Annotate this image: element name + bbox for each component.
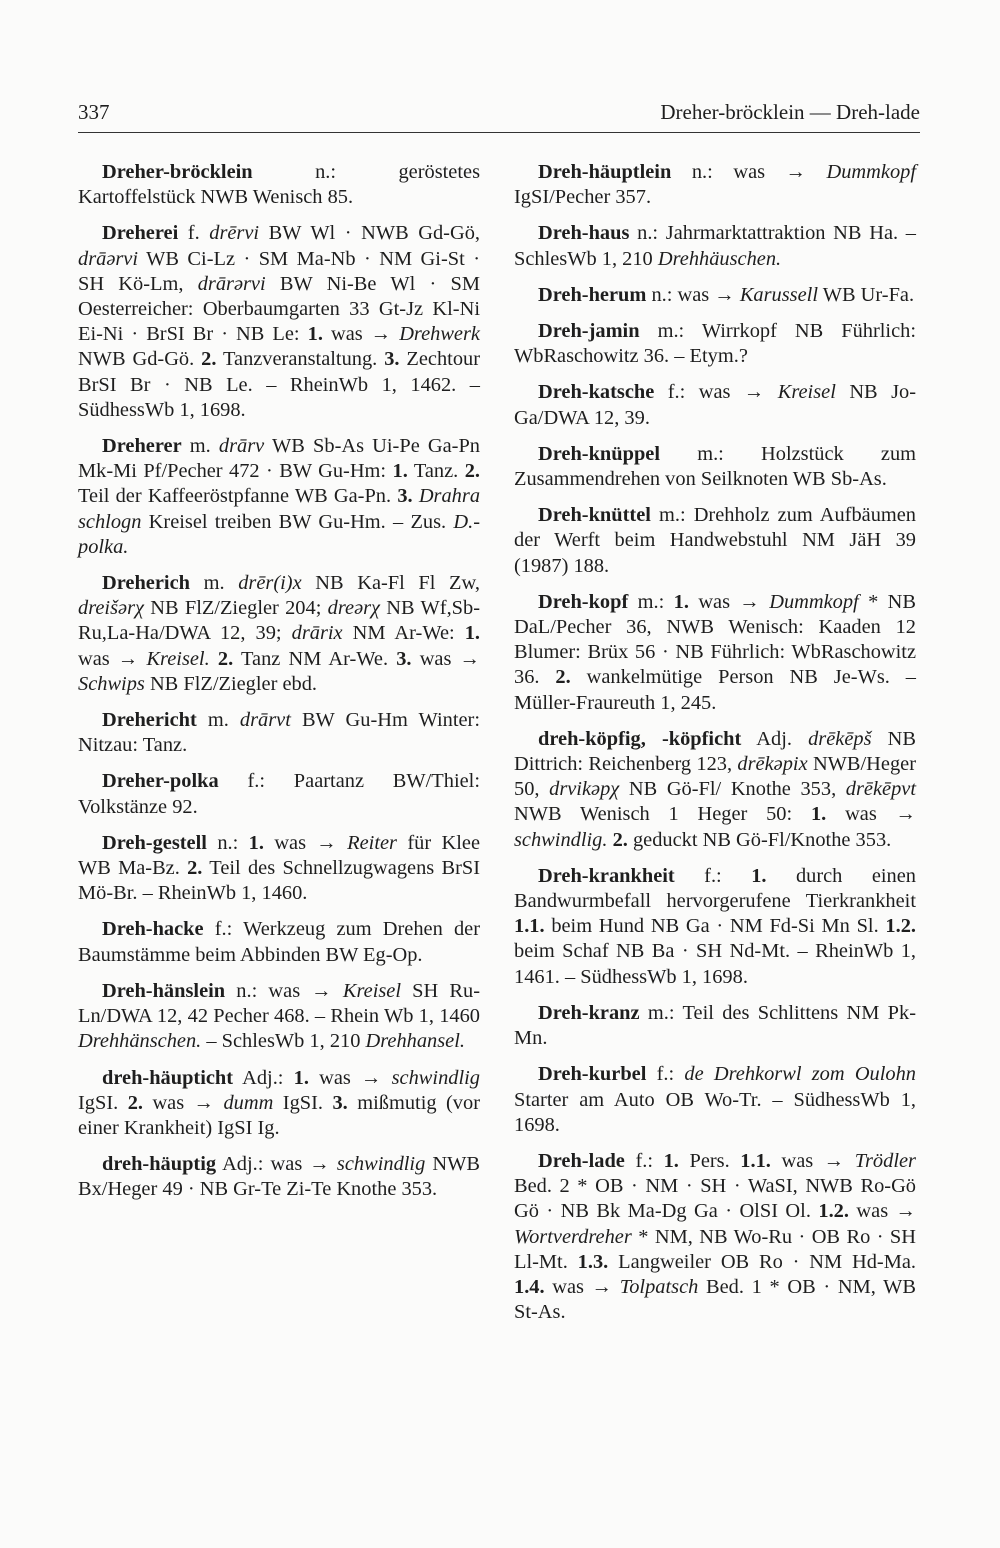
entry-text: n.: geröstetes Kartoffelstück NWB Wenisch 85. [78, 161, 480, 209]
entry-text: 1. [307, 323, 323, 346]
entry-headword: Dreher-polka [102, 770, 219, 793]
entry-text: 1. [751, 864, 767, 887]
entry-text: Drehwerk [399, 323, 480, 346]
entry-text: NB Ka-Fl Fl Zw, [301, 572, 481, 595]
entry-text: Reiter [347, 831, 397, 854]
entry-text: Starter am Auto OB Wo-Tr. – SüdhessWb 1, 1698. [514, 1088, 916, 1136]
entry-text: 1. [248, 831, 264, 854]
entry-text: 1.1. [740, 1149, 771, 1172]
entry-text: Dummkopf [769, 590, 859, 613]
entry-text: mißmutig (vor einer Krankheit) IgSI Ig. [78, 1091, 480, 1139]
dictionary-entry [514, 590, 916, 716]
entry-text: WB Sb-As Ui-Pe Ga-Pn Mk-Mi Pf/Pecher 472 · BW Gu-Hm: [78, 435, 481, 483]
entry-text: f.: [624, 1149, 664, 1172]
entry-text: 1.2. [885, 915, 916, 938]
right-column [514, 160, 916, 1336]
entry-text: Dummkopf [826, 161, 916, 183]
entry-headword: dreh-häuptig [102, 1153, 217, 1176]
entry-text: NM Ar-We: [342, 622, 465, 645]
dictionary-entry [78, 571, 480, 697]
dictionary-entry [514, 160, 916, 210]
entry-text: NB Dittrich: Reichenberg 123, [514, 727, 916, 776]
entry-text: Teil der Kaffeeröstpfanne WB Ga-Pn. [78, 485, 398, 508]
entry-text: drērvi [209, 222, 260, 245]
dictionary-entry [78, 917, 480, 967]
entry-text: n.: was → [225, 979, 343, 1002]
entry-text: Bed. 1 * OB · NM, WB St-As. [514, 1275, 916, 1324]
entry-text: Tanz NM Ar-We. [233, 647, 397, 670]
dictionary-entry [514, 283, 916, 308]
entry-text: 2. [217, 647, 234, 670]
entry-text: Tanzveranstaltung. [216, 348, 385, 371]
entry-text: was → [411, 647, 480, 670]
entry-headword: Dreh-kopf [538, 590, 629, 613]
entry-text: n.: was → [671, 161, 827, 183]
entry-text: m.: Holzstück zum Zusammendrehen von Seilknoten WB Sb-As. [514, 442, 916, 491]
entry-text: dreərχ [327, 597, 381, 620]
dictionary-entry [78, 1066, 480, 1142]
entry-text: drēr(i)x [238, 572, 302, 595]
entry-headword: Dreh-hänslein [102, 979, 226, 1002]
entry-text: NB Jo-Ga/DWA 12, 39. [514, 381, 916, 429]
entry-text: Zechtour BrSI Br · NB Le. – RheinWb 1, 1462. – SüdhessWb 1, 1698. [78, 348, 480, 421]
entry-headword: Dreh-gestell [102, 831, 207, 854]
entry-text: n.: [206, 831, 249, 854]
entry-text: Tanz. [407, 460, 465, 483]
entry-text: * NB DaL/Pecher 36, NWB Wenisch: Kaaden 12 Blumer: Brüx 56 · NB Führlich: WbRaschowitz 36. [514, 590, 916, 689]
entry-text: 2. [464, 460, 480, 483]
entry-text: drārvt [239, 709, 291, 732]
dictionary-entry [78, 160, 480, 210]
dictionary-entry [514, 1062, 916, 1138]
entry-text: drēkēpš [808, 727, 872, 750]
entry-text: drēkēpvt [845, 778, 916, 801]
entry-text: 1. [810, 803, 827, 826]
entry-headword: dreh-häupticht [102, 1066, 234, 1089]
entry-text: geduckt NB Gö-Fl/Knothe 353. [627, 828, 892, 851]
entry-text: f.: was → [654, 381, 778, 404]
entry-text: Karussell [739, 283, 818, 306]
entry-text: IgSI/Pecher 357. [514, 186, 652, 209]
entry-text: was → [263, 831, 348, 854]
entry-text: * NM, NB Wo-Ru · OB Ro · SH Ll-Mt. [514, 1225, 916, 1273]
entry-text: was → [770, 1149, 855, 1172]
entry-headword: Dreh-herum [538, 283, 647, 306]
entry-text: beim Schaf NB Ba · SH Nd-Mt. – RheinWb 1, 1461. – SüdhessWb 1, 1698. [514, 940, 916, 988]
entry-text: f.: Paartanz BW/Thiel: Volkstänze 92. [78, 770, 480, 818]
dictionary-entry [78, 434, 480, 560]
entry-text: was → [826, 803, 916, 826]
entry-text: Adj.: [233, 1066, 294, 1089]
entry-text: Bed. 2 * OB · NM · SH · WaSI, NWB Ro-Gö Gö · NB Bk Ma-Dg Ga · OlSI Ol. [514, 1175, 916, 1223]
running-title: Dreher-bröcklein — Dreh-lade [660, 100, 920, 124]
entry-text: f.: Werkzeug zum Drehen der Baumstämme beim Abbinden BW Eg-Op. [78, 918, 480, 966]
entry-text: 1. [392, 460, 408, 483]
entry-text: Drehhäuschen. [657, 247, 782, 270]
entry-text: WB Ur-Fa. [818, 283, 915, 306]
entry-text: beim Hund NB Ga · NM Fd-Si Mn Sl. [544, 915, 886, 938]
entry-text: drārv [218, 435, 265, 458]
entry-headword: Dreh-krankheit [538, 864, 675, 887]
entry-text: 1.2. [818, 1200, 849, 1223]
dictionary-entry [514, 442, 916, 492]
dictionary-entry [514, 503, 916, 579]
entry-text: drvikəpχ [549, 778, 620, 801]
entry-text: NWB/Heger 50, [514, 753, 916, 801]
entry-text: NWB Bx/Heger 49 · NB Gr-Te Zi-Te Knothe 353. [78, 1153, 480, 1201]
entry-headword: dreh-köpfig, -köpficht [538, 727, 742, 750]
entry-text: Adj. [741, 727, 809, 750]
entry-text: für Klee WB Ma-Bz. [78, 831, 481, 880]
entry-text: schwindlig [336, 1153, 426, 1176]
entry-headword: Dreh-haus [538, 222, 630, 245]
entry-text: was → [688, 590, 770, 613]
entry-text: – SchlesWb 1, 210 [201, 1030, 366, 1053]
entry-text: 1. [673, 590, 689, 613]
entry-headword: Dreh-knüppel [538, 442, 661, 465]
entry-text: Adj.: was → [216, 1153, 337, 1176]
entry-text: Wortverdreher [514, 1225, 632, 1248]
entry-headword: Dreh-hacke [102, 918, 204, 941]
entry-text: NB FlZ/Ziegler 204; [143, 597, 328, 620]
entry-text: IgSI. [78, 1091, 128, 1114]
entry-headword: Dreh-kurbel [538, 1063, 647, 1086]
entry-text: 3. [397, 485, 413, 508]
entry-text [210, 648, 218, 670]
entry-headword: Dreherer [102, 435, 182, 458]
entry-text: NB Gö-Fl/ Knothe 353, [619, 778, 846, 801]
entry-text: WB Ci-Lz · SM Ma-Nb · NM Gi-St · SH Kö-Lm, [78, 247, 480, 295]
entry-text: BW Wl · NWB Gd-Gö, [259, 222, 480, 245]
entry-text: Kreisel. [146, 647, 210, 670]
entry-text: Kreisel [777, 381, 836, 404]
entry-text: Langweiler OB Ro · NM Hd-Ma. [608, 1250, 917, 1273]
entry-text: dreišərχ [78, 597, 144, 620]
entry-text: n.: Jahrmarktattraktion NB Ha. – SchlesWb 1, 210 [514, 222, 916, 270]
entry-text: 3. [384, 348, 400, 371]
entry-text: f.: [674, 864, 752, 887]
entry-text: schwindlig [391, 1066, 480, 1089]
dictionary-entry [514, 221, 916, 271]
entry-text: 2. [187, 857, 203, 880]
entry-headword: Dreh-katsche [538, 381, 655, 404]
entry-text: IgSI. [273, 1091, 333, 1114]
entry-text: Pers. [678, 1149, 741, 1172]
entry-text: 3. [332, 1091, 348, 1114]
page-number: 337 [78, 100, 110, 124]
entry-text: was → [322, 323, 400, 346]
entry-text: m. [196, 709, 240, 732]
entry-text: Kreisel treiben BW Gu-Hm. – Zus. [141, 510, 454, 533]
dictionary-entry [78, 708, 480, 758]
entry-text: Trödler [854, 1149, 916, 1172]
dictionary-entry [78, 769, 480, 819]
entry-headword: Dreh-knüttel [538, 504, 651, 527]
entry-text: n.: was → [646, 283, 740, 306]
entry-text: BW Gu-Hm Winter: Nitzau: Tanz. [78, 709, 480, 757]
entry-text: 3. [396, 647, 412, 670]
entry-text: 1. [464, 622, 480, 645]
dictionary-entry [514, 864, 916, 990]
dictionary-entry [514, 727, 916, 853]
entry-text: 2. [612, 828, 628, 851]
entry-headword: Dreherei [102, 222, 179, 245]
entry-text: m. [189, 572, 239, 595]
dictionary-entry [78, 979, 480, 1055]
entry-text: NB Wf,Sb-Ru,La-Ha/DWA 12, 39; [78, 597, 480, 645]
entry-text: 1.1. [514, 915, 545, 938]
entry-headword: Dreh-lade [538, 1149, 625, 1172]
entry-text: Drehhansel. [365, 1030, 465, 1053]
entry-text: f. [178, 222, 210, 245]
entry-text: de Drehkorwl zom Oulohn [684, 1063, 916, 1086]
page-header [78, 96, 920, 133]
entry-text: was → [142, 1091, 224, 1114]
entry-text: NWB Wenisch 1 Heger 50: [514, 803, 811, 826]
entry-text: 1. [663, 1149, 679, 1172]
entry-text: was → [78, 647, 147, 670]
entry-text: 1. [293, 1066, 309, 1089]
entry-text: durch einen Bandwurmbefall hervorgerufene Tierkrankheit [514, 864, 916, 913]
entry-text: was → [544, 1275, 620, 1298]
entry-text: m.: Drehholz zum Aufbäumen der Werft beim Handwebstuhl NM JäH 39 (1987) 188. [514, 504, 916, 577]
dictionary-entry [514, 1001, 916, 1051]
entry-text: was → [848, 1200, 916, 1223]
entry-text: 1.4. [514, 1275, 545, 1298]
entry-text: Tolpatsch [619, 1275, 699, 1298]
entry-headword: Drehericht [102, 709, 197, 732]
entry-text: drēkəpix [737, 753, 808, 776]
entry-text: 2. [201, 348, 217, 371]
entry-text: NWB Gd-Gö. [78, 348, 202, 371]
dictionary-entry [514, 380, 916, 430]
entry-text: NB FlZ/Ziegler ebd. [144, 672, 317, 695]
dictionary-entry [514, 319, 916, 369]
entry-text: m.: Wirrkopf NB Führlich: WbRaschowitz 36. – Etym.? [514, 320, 916, 368]
entry-text: 2. [127, 1091, 143, 1114]
entry-text: was → [308, 1066, 392, 1089]
entry-text: 1.3. [577, 1250, 609, 1273]
entry-text: drārix [291, 622, 343, 645]
entry-text: 2. [555, 666, 571, 689]
entry-headword: Dreh-kranz [538, 1001, 640, 1024]
dictionary-entry [78, 831, 480, 907]
entry-text: wankelmütige Person NB Je-Ws. – Müller-Fraureuth 1, 245. [514, 666, 916, 714]
entry-text: D.-polka. [78, 510, 480, 558]
entry-text: Drahra schlogn [78, 485, 481, 533]
entry-text: Kreisel [342, 979, 402, 1002]
entry-text: SH Ru-Ln/DWA 12, 42 Pecher 468. – Rhein Wb 1, 1460 [78, 979, 480, 1028]
entry-text: BW Ni-Be Wl · SM Oesterreicher: Oberbaumgarten 33 Gt-Jz Kl-Ni Ei-Ni · BrSI Br · NB Le: [78, 272, 480, 346]
entry-text: m.: [628, 590, 674, 613]
entry-headword: Dreh-häuptlein [538, 161, 672, 183]
dictionary-entry [78, 221, 480, 423]
entry-text: schwindlig. [514, 828, 608, 851]
entry-text: m. [181, 435, 219, 458]
entry-text: f.: [646, 1063, 685, 1086]
entry-headword: Dreherich [102, 572, 190, 595]
entry-text: Drehhänschen. [78, 1030, 202, 1053]
entry-text: drāərvi [78, 247, 139, 270]
entry-text: drārərvi [197, 272, 266, 295]
dictionary-entry [78, 1152, 480, 1202]
dictionary-entry [514, 1149, 916, 1325]
entry-headword: Dreher-bröcklein [102, 161, 253, 183]
entry-text: Schwips [78, 672, 145, 695]
left-column [78, 160, 480, 1214]
entry-text: dumm [223, 1091, 274, 1114]
entry-headword: Dreh-jamin [538, 320, 640, 343]
entry-text: Teil des Schnellzugwagens BrSI Mö-Br. – RheinWb 1, 1460. [78, 857, 480, 905]
entry-text: m.: Teil des Schlittens NM Pk-Mn. [514, 1001, 916, 1050]
